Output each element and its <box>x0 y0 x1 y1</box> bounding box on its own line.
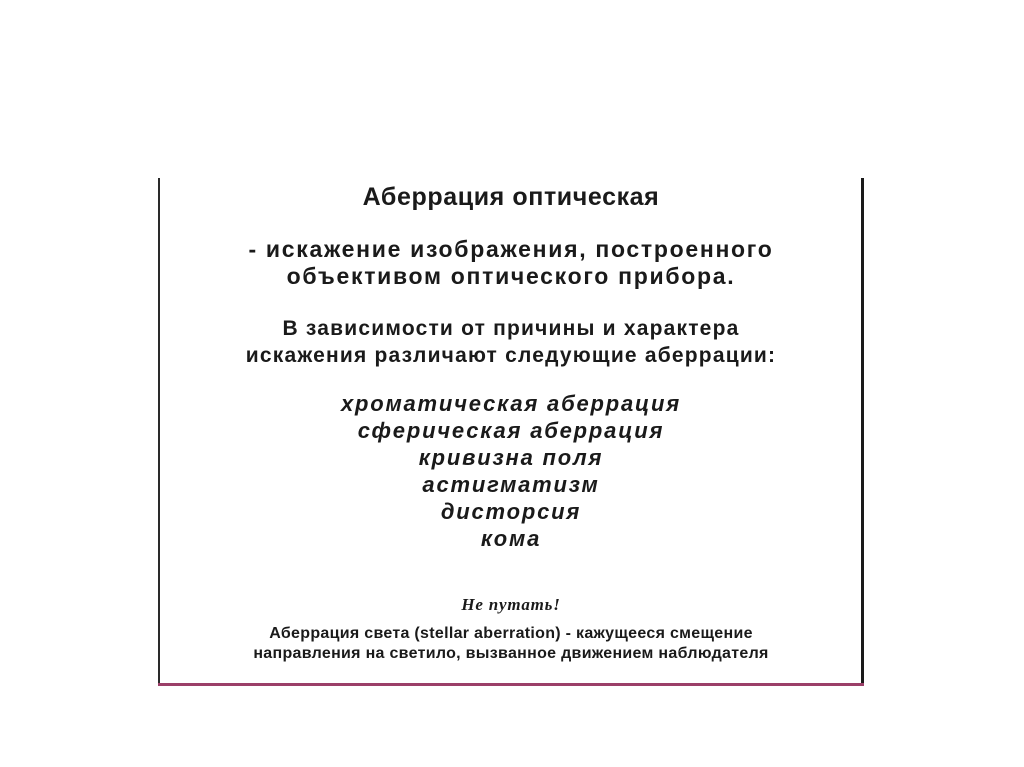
list-item: кома <box>480 526 542 551</box>
aberration-types-list <box>158 390 864 552</box>
definition-line: - искажение изображения, построенного <box>248 236 774 262</box>
list-item: дисторсия <box>440 499 582 524</box>
warning-text: Не путать! <box>461 595 561 614</box>
note-text <box>158 624 864 664</box>
intro-line: искажения различают следующие аберрации: <box>245 344 777 367</box>
slide-bottom-border <box>158 683 864 686</box>
list-item: сферическая аберрация <box>357 418 665 443</box>
list-item: кривизна поля <box>418 445 604 470</box>
definition-text <box>158 236 864 290</box>
slide <box>158 178 864 686</box>
intro-line: В зависимости от причины и характера <box>282 317 740 340</box>
note-line: направления на светило, вызванное движением наблюдателя <box>253 645 769 662</box>
list-item: астигматизм <box>422 472 600 497</box>
list-item: хроматическая аберрация <box>340 391 682 416</box>
intro-text <box>158 315 864 369</box>
definition-line: объективом оптического прибора. <box>286 263 736 289</box>
slide-title: Аберрация оптическая <box>362 183 660 211</box>
note-line: Аберрация света (stellar aberration) - кажущееся смещение <box>269 625 753 642</box>
